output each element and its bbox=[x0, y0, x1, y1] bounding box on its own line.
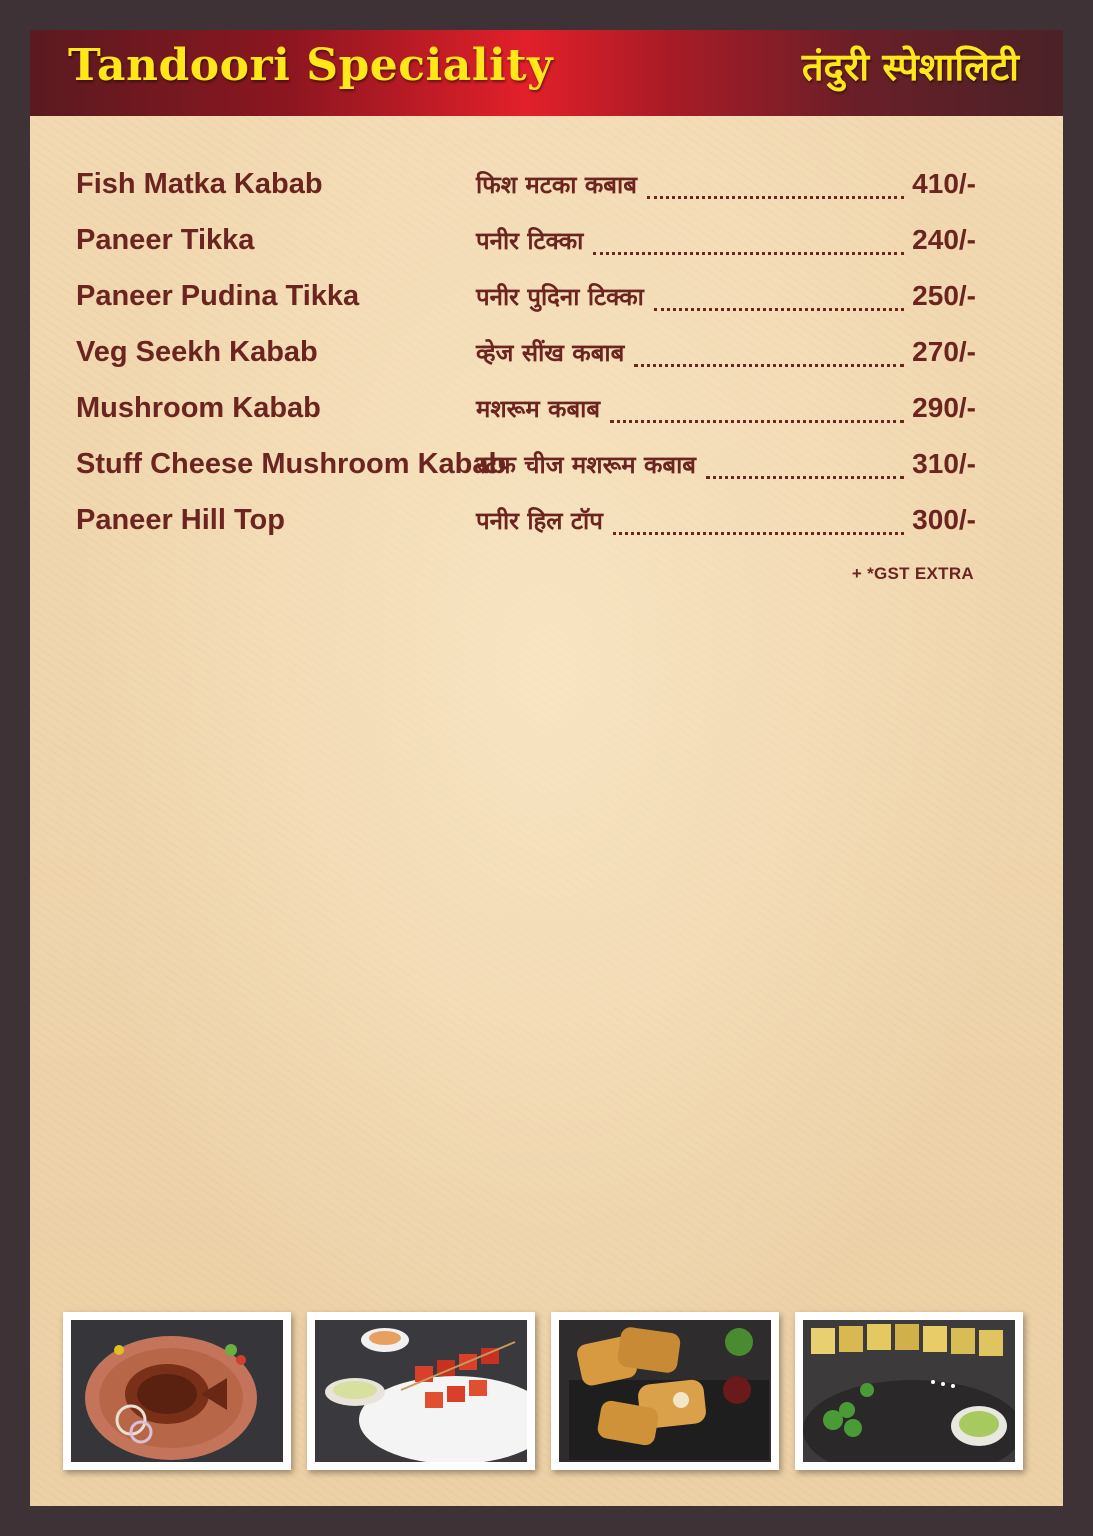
item-name-en: Paneer Tikka bbox=[76, 223, 255, 256]
item-name-hi: पनीर हिल टॉप bbox=[476, 506, 603, 535]
dot-leader bbox=[610, 420, 904, 423]
item-name-en: Paneer Pudina Tikka bbox=[76, 279, 360, 312]
dot-leader bbox=[613, 532, 904, 535]
item-price: 300/- bbox=[912, 504, 976, 535]
item-price: 290/- bbox=[912, 392, 976, 423]
header-banner bbox=[30, 30, 1063, 116]
dot-leader bbox=[593, 252, 904, 255]
item-name-hi: फिश मटका कबाब bbox=[476, 170, 637, 199]
dot-leader bbox=[634, 364, 904, 367]
menu-item bbox=[76, 436, 976, 492]
item-name-en: Fish Matka Kabab bbox=[76, 167, 323, 200]
menu-list bbox=[76, 156, 976, 548]
fish-image bbox=[71, 1320, 283, 1462]
photo-mushroom-kabab bbox=[551, 1312, 779, 1470]
item-price: 240/- bbox=[912, 224, 976, 255]
item-price: 250/- bbox=[912, 280, 976, 311]
dot-leader bbox=[647, 196, 904, 199]
menu-item bbox=[76, 212, 976, 268]
menu-item bbox=[76, 268, 976, 324]
mushroom-kabab-image bbox=[559, 1320, 771, 1462]
menu-item bbox=[76, 380, 976, 436]
item-name-en: Mushroom Kabab bbox=[76, 391, 321, 424]
item-name-en: Stuff Cheese Mushroom Kabab bbox=[76, 447, 507, 480]
paneer-hill-top-image bbox=[803, 1320, 1015, 1462]
item-price: 310/- bbox=[912, 448, 976, 479]
item-name-hi: स्टफ चीज मशरूम कबाब bbox=[476, 450, 696, 479]
item-price: 270/- bbox=[912, 336, 976, 367]
page-title-hindi: तंदुरी स्पेशालिटी bbox=[801, 45, 1019, 89]
item-name-hi: व्हेज सींख कबाब bbox=[476, 338, 625, 367]
item-name-hi: पनीर पुदिना टिक्का bbox=[476, 282, 644, 311]
item-name-hi: मशरूम कबाब bbox=[476, 394, 601, 423]
gst-note: + *GST EXTRA bbox=[851, 564, 974, 583]
photo-paneer-tikka bbox=[307, 1312, 535, 1470]
item-name-en: Veg Seekh Kabab bbox=[76, 335, 318, 368]
menu-paper bbox=[30, 116, 1063, 1506]
paneer-tikka-image bbox=[315, 1320, 527, 1462]
item-price: 410/- bbox=[912, 168, 976, 199]
dot-leader bbox=[706, 476, 904, 479]
dot-leader bbox=[654, 308, 904, 311]
photo-fish-kabab bbox=[63, 1312, 291, 1470]
item-name-hi: पनीर टिक्का bbox=[476, 226, 584, 255]
item-name-en: Paneer Hill Top bbox=[76, 503, 285, 536]
menu-item bbox=[76, 324, 976, 380]
menu-item bbox=[76, 156, 976, 212]
page-title: Tandoori Speciality bbox=[68, 40, 554, 91]
menu-item bbox=[76, 492, 976, 548]
photo-strip bbox=[63, 1312, 1023, 1470]
photo-paneer-hill-top bbox=[795, 1312, 1023, 1470]
